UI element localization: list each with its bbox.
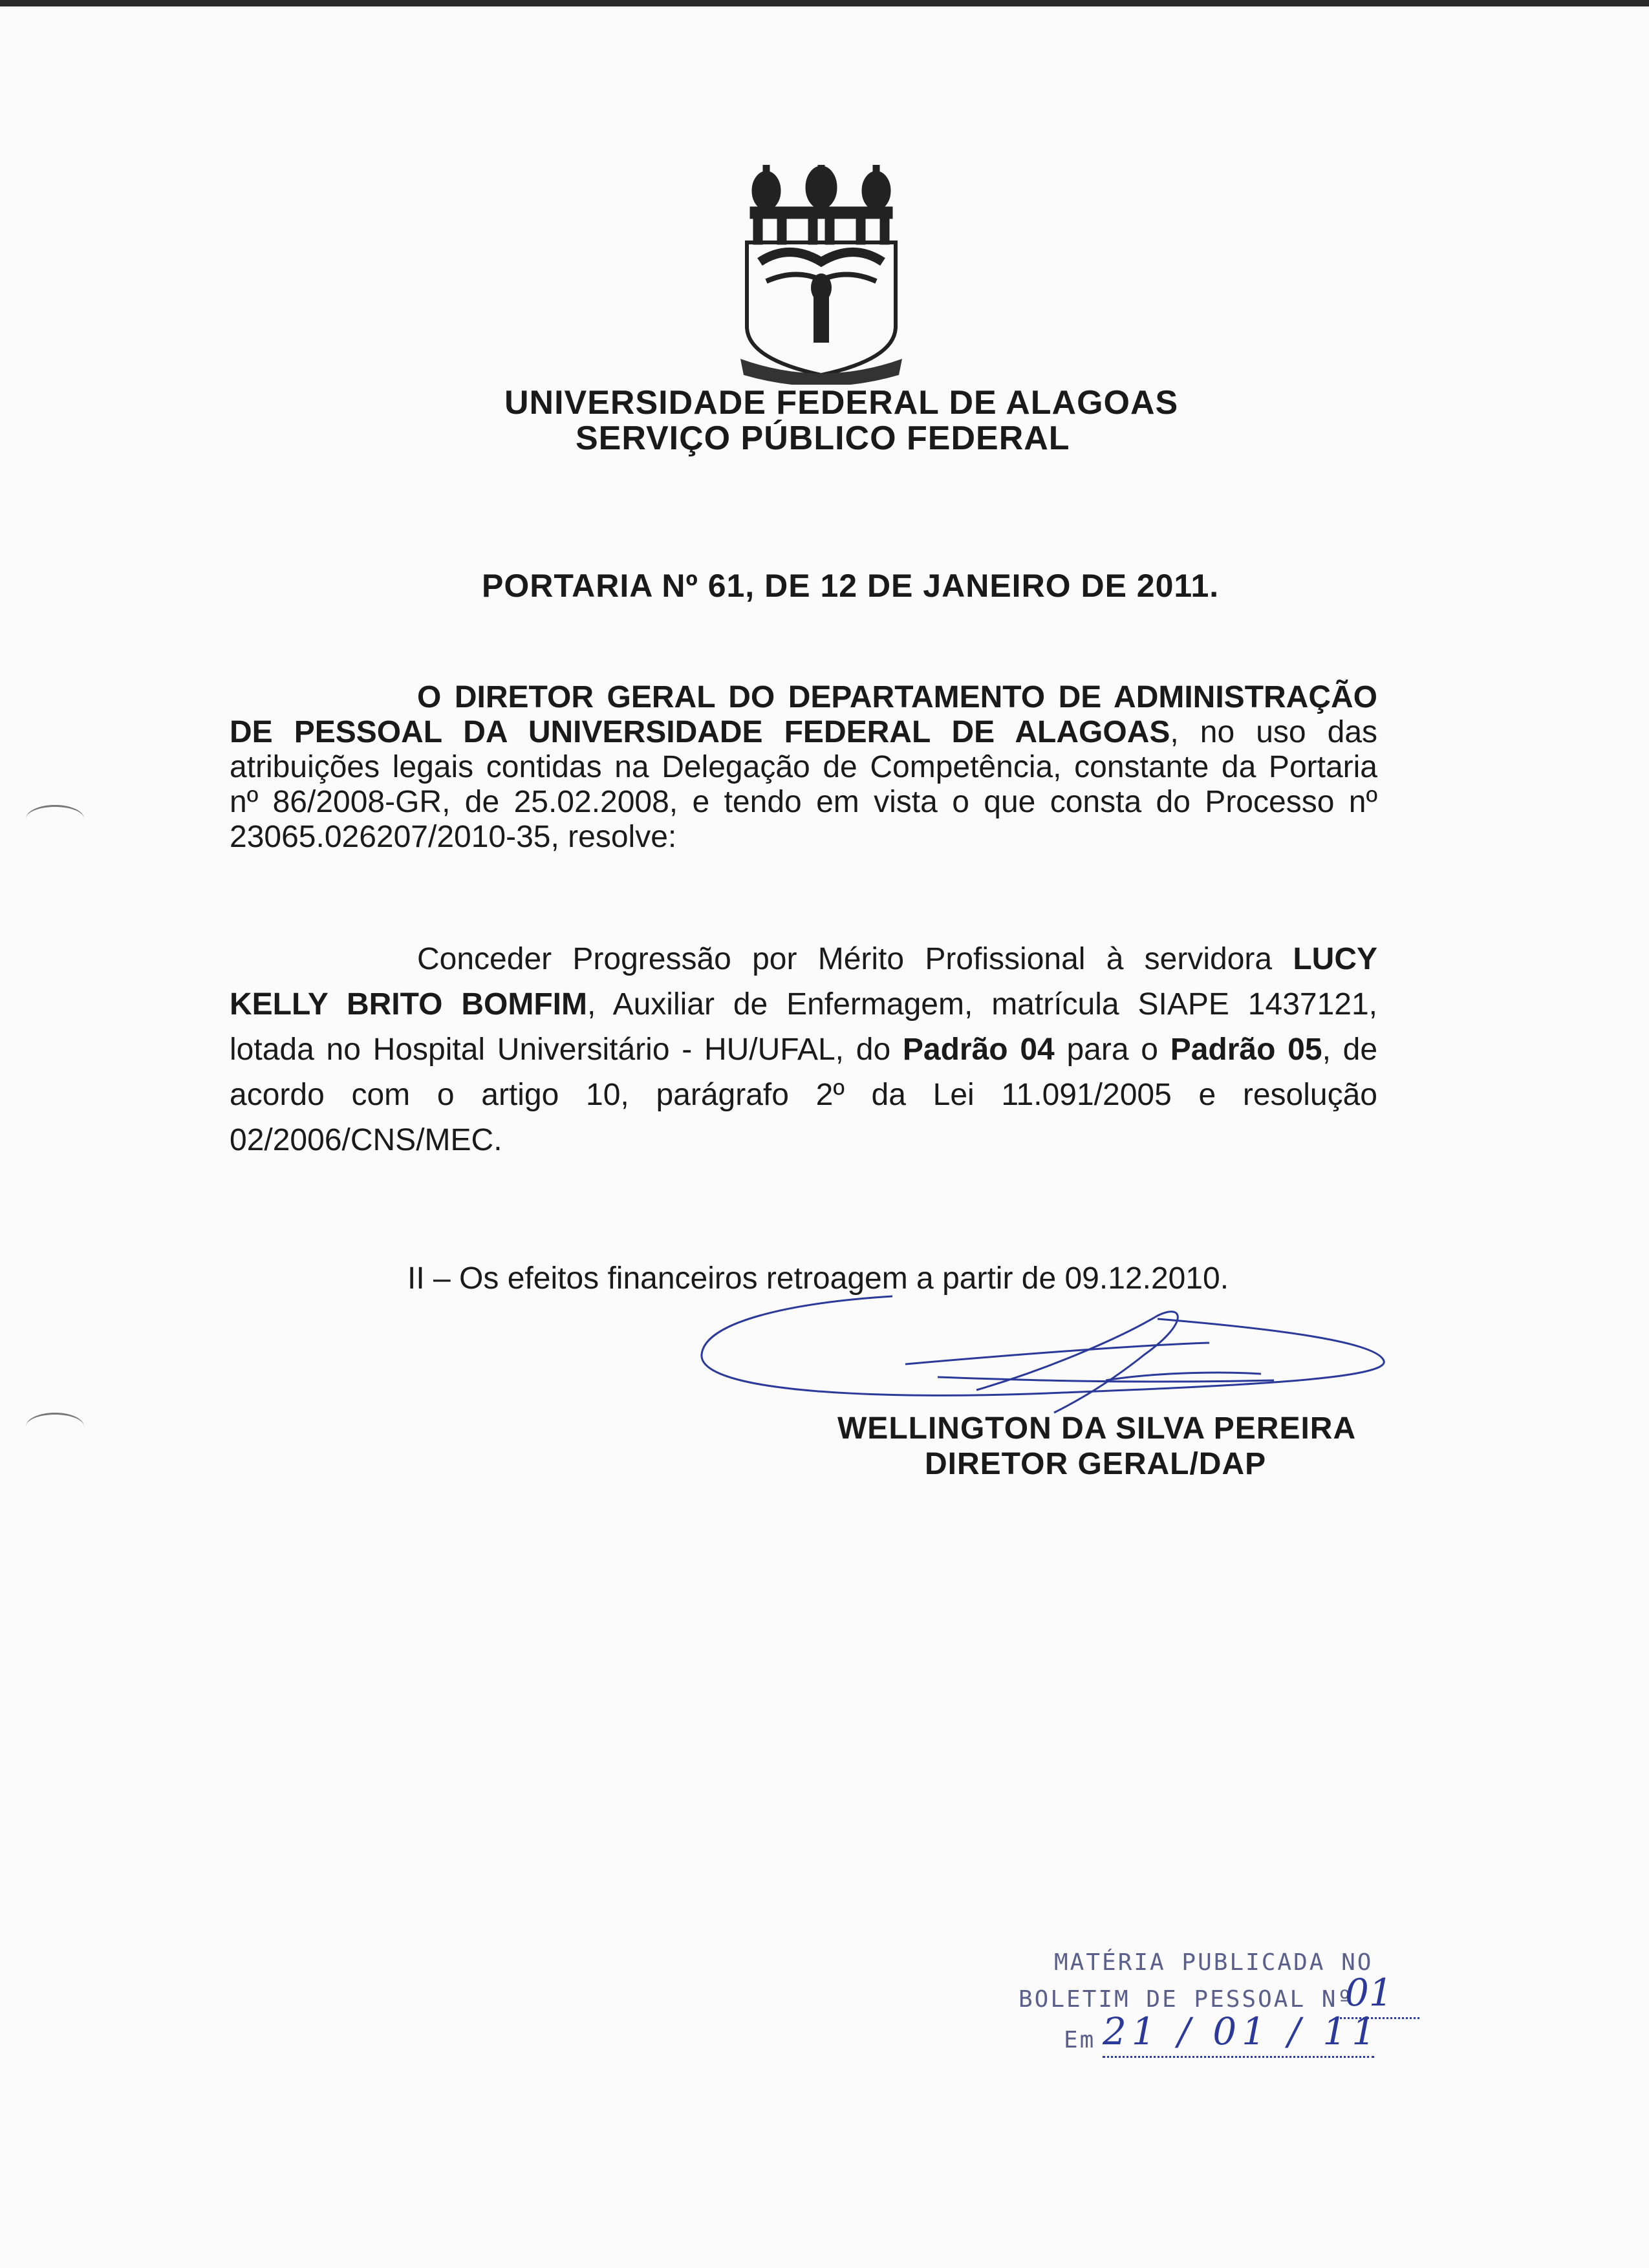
preamble-bold-lead: O DIRETOR GERAL DO DEPARTAMENTO DE ADMINISTRAÇÃO DE PESSOAL DA UNIVERSIDADE FEDERAL DE ALAGOAS <box>230 680 1377 749</box>
university-crest-icon <box>737 165 905 385</box>
handwritten-signature <box>692 1283 1397 1426</box>
resolution-text: para o <box>1054 1032 1170 1067</box>
publication-date: 21 / 01 / 11 <box>1103 2009 1381 2053</box>
resolution-text: , de acordo com o artigo 10, parágrafo 2º da Lei 11.091/2005 e resolução 02/2006/CNS/MEC. <box>230 1032 1378 1157</box>
document-title: PORTARIA Nº 61, DE 12 DE JANEIRO DE 2011. <box>482 568 1220 604</box>
punch-hole-mark <box>26 1413 84 1440</box>
university-name: UNIVERSIDADE FEDERAL DE ALAGOAS <box>504 384 1179 422</box>
signatory-name: WELLINGTON DA SILVA PEREIRA <box>837 1411 1357 1446</box>
financial-effects-paragraph: II – Os efeitos financeiros retroagem a partir de 09.12.2010. <box>407 1261 1229 1296</box>
resolution-text: Conceder Progressão por Mérito Profissional à servidora <box>417 942 1293 976</box>
service-name: SERVIÇO PÚBLICO FEDERAL <box>576 420 1070 457</box>
scan-top-border <box>0 0 1649 6</box>
signatory-role: DIRETOR GERAL/DAP <box>925 1447 1267 1481</box>
resolution-text: , Auxiliar de Enfermagem, matrícula SIAPE 1437121, lotada no Hospital Universitário - HU/UFAL, do <box>230 987 1377 1067</box>
punch-hole-mark <box>26 805 84 833</box>
employee-name: LUCY KELLY BRITO BOMFIM <box>230 942 1377 1022</box>
preamble-text: , no uso das atribuições legais contidas na Delegação de Competência, constante da Portaria nº 86/2008-GR, de 25.02.2008, e tendo em vista o que consta do Processo nº 23065.026207/2010-35, resolve: <box>230 715 1378 854</box>
level-to: Padrão 05 <box>1170 1032 1322 1067</box>
level-from: Padrão 04 <box>902 1032 1055 1067</box>
stamp-underline <box>1103 2056 1374 2058</box>
bulletin-number: 01 <box>1345 1971 1393 2015</box>
stamp-line-1: MATÉRIA PUBLICADA NO <box>1054 1949 1374 1976</box>
preamble-paragraph <box>230 680 1377 855</box>
stamp-line-2: BOLETIM DE PESSOAL Nº <box>1018 1986 1354 2013</box>
resolution-paragraph <box>230 937 1377 1163</box>
stamp-line-3: Em <box>1064 2027 1096 2053</box>
stamp-underline <box>1335 2017 1419 2019</box>
